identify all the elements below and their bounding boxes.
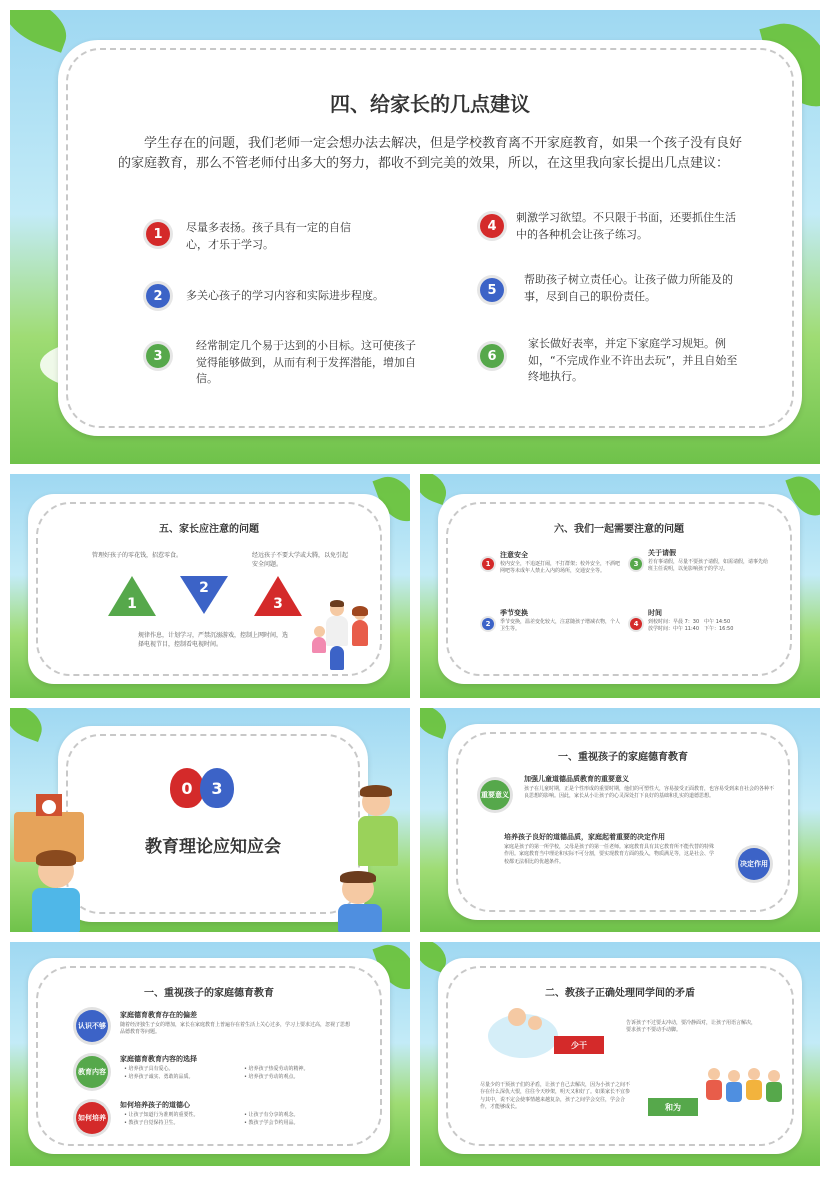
number-badge-1: 1: [146, 222, 170, 246]
slide-title: 六、我们一起需要注意的问题: [554, 524, 684, 535]
number-badge-4: 4: [480, 214, 504, 238]
slide-5[interactable]: [420, 708, 820, 932]
slide-4[interactable]: [10, 708, 410, 932]
bullet-item: • 让孩子有分享的观念。: [244, 1112, 354, 1119]
item-heading-1: 注意安全: [500, 551, 528, 559]
boy-illustration-left: [28, 854, 88, 932]
number-badge-3: 3: [630, 558, 642, 570]
leaf-decoration: [420, 708, 451, 739]
slide-title: 五、家长应注意的问题: [159, 524, 259, 535]
item-heading-4: 时间: [648, 609, 662, 617]
slide-title: 四、给家长的几点建议: [330, 92, 530, 116]
balloon-blue: 3: [200, 768, 234, 808]
bullet-item: • 培养孩子诚实、勇敢的品质。: [124, 1074, 234, 1081]
tag-less-interference: [554, 1036, 604, 1054]
kids-on-cloud-illustration: [488, 1014, 558, 1058]
item-heading-2: 季节变换: [500, 609, 528, 617]
badge-section-1: 认识不够: [76, 1010, 108, 1042]
number-badge-2: 2: [146, 284, 170, 308]
heading-decisive-role: 培养孩子良好的道德品质，家庭起着重要的决定作用: [504, 833, 665, 841]
suggestion-1: 尽量多表扬。孩子具有一定的自信心，才乐于学习。: [186, 221, 351, 251]
number-badge-5: 5: [480, 278, 504, 302]
slide-6[interactable]: [10, 942, 410, 1166]
bullet-item: • 让孩子知道行为准则的重要性。: [124, 1112, 234, 1119]
number-badge-4: 4: [630, 618, 642, 630]
suggestion-6: 家长做好表率，并定下家庭学习规矩。例如，“不完成作业不许出去玩”，并且自始至终地执行。: [528, 337, 738, 383]
content-card: [438, 958, 802, 1154]
badge-section-3: 如何培养: [76, 1102, 108, 1134]
family-illustration: [310, 602, 380, 672]
section-heading-2: 家庭德育教育内容的选择: [120, 1055, 197, 1063]
triangle-label-3: 3: [273, 596, 283, 612]
section-text-1: 随着经济独生子女的增加，家长在家庭教育上普遍存在着生活上关心过多，学习上要求过高，忽视了思想品德教育等问题。: [120, 1022, 351, 1036]
bullet-item: • 教孩子自觉保持卫生。: [124, 1120, 234, 1127]
content-card: [438, 494, 800, 684]
note-top-right: 经远孩子不要大学或大腾，以免引起安全问题。: [252, 552, 349, 568]
triangle-label-2: 2: [199, 580, 209, 596]
children-group-illustration: [708, 1068, 788, 1114]
text-less-interference: 告诉孩子不过要太冲动，要冷静面对，让孩子用语言解决，要求孩子不要动手动脚。: [626, 1020, 757, 1034]
suggestion-4: 刺激学习欲望。不只限于书面，还要抓住生活中的各种机会让孩子练习。: [516, 211, 736, 241]
content-card: [58, 726, 368, 922]
number-badge-1: 1: [482, 558, 494, 570]
leaf-decoration: [10, 708, 48, 742]
number-badge-3: 3: [146, 344, 170, 368]
suggestion-2: 多关心孩子的学习内容和实际进步程度。: [186, 289, 384, 302]
section-heading-3: 如何培养孩子的道德心: [120, 1101, 190, 1109]
item-text-3: 若有事请假，尽量不要孩子请假，如需请假，请事先给班主任说明，以免影响孩子的学习。: [648, 559, 769, 573]
text-harmony: 尽量少的干预孩子们的矛盾，让孩子自己去解决，因为小孩子之间不存在什么深仇大恨，往往今天吵架，明天又和好了。如果家长不宜参与其中，说不定会使事情越来越复杂，孩子之间学会交往，学会合作，才能够成长。: [480, 1082, 631, 1110]
text-importance: 孩子在儿童时期，正是个性形成的重要时期，他们的可塑性大，容易接受正面教育，也容易受到来自社会的各种不良思想的影响。因此，家长从小让孩子的心灵深处打下良好的基础和扎实的道德思想。: [524, 786, 775, 800]
content-card: [448, 724, 798, 920]
content-card: [58, 40, 802, 436]
slide-3[interactable]: [420, 474, 820, 698]
bullet-item: • 培养孩子具有爱心。: [124, 1066, 234, 1073]
slide-7[interactable]: [420, 942, 820, 1166]
slide-title: 一、重视孩子的家庭德育教育: [558, 752, 688, 763]
tag-label: 和为: [665, 1102, 681, 1112]
slide-1[interactable]: [10, 10, 820, 464]
slide-2[interactable]: [10, 474, 410, 698]
slide-title: 二、教孩子正确处理同学间的矛盾: [545, 988, 695, 999]
slide-title: 教育理论应知应会: [145, 837, 281, 857]
content-card: [28, 958, 390, 1154]
content-card: [28, 494, 390, 684]
suggestion-5: 帮助孩子树立责任心。让孩子做力所能及的事，尽到自己的职份责任。: [524, 273, 733, 303]
item-text-2: 季节变换，温差变化较大，注意随孩子增减衣物，个人卫生等。: [500, 619, 621, 633]
badge-decisive-role: 决定作用: [738, 848, 770, 880]
item-text-4: 到校时间：早晨 7：30 中午 14:50 放学时间：中午 11:40 下午：16:50: [648, 619, 734, 633]
number-badge-6: 6: [480, 344, 504, 368]
bullet-item: • 培养孩子热爱劳动的精神。: [244, 1066, 354, 1073]
balloon-red: 0: [170, 768, 204, 808]
item-text-1: 校内安全，不追逐打闹，不打群架；校外安全，不酒吧网吧等未成年人禁止入内的场所，交通安全等。: [500, 561, 621, 575]
number-badge-2: 2: [482, 618, 494, 630]
bullet-item: • 教孩子学会节约用品。: [244, 1120, 354, 1127]
section-heading-1: 家庭德育教育存在的偏差: [120, 1011, 197, 1019]
suggestion-3: 经常制定几个易于达到的小目标。这可使孩子觉得能够做到，从而有利于发挥潜能，增加自信。: [196, 339, 416, 385]
intro-paragraph: 学生存在的问题，我们老师一定会想办法去解决，但是学校教育离不开家庭教育，如果一个孩子没有良好的家庭教育，那么不管老师付出多大的努力，都收不到完美的效果，所以，在这里我向家长提出几点建议：: [118, 136, 743, 171]
boy-illustration-right-bottom: [334, 874, 388, 932]
heading-importance: 加强儿童道德品质教育的重要意义: [524, 775, 629, 783]
tag-harmony: [648, 1098, 698, 1116]
badge-important-meaning: 重要意义: [480, 780, 510, 810]
slide-title: 一、重视孩子的家庭德育教育: [144, 988, 274, 999]
note-top-left: 管理好孩子的零花钱，招惹零食。: [92, 552, 183, 559]
text-decisive-role: 家庭是孩子的第一所学校，父母是孩子的第一任老师。家庭教育具有其它教育所不能代替的特殊作用。家庭教育当中理论和实际不可分割，要实现教育方面的投入，物质满足等，这是社会、学校都无法相比的优越条件。: [504, 844, 715, 865]
boy-illustration-right-top: [354, 788, 410, 878]
tag-label: 少干: [571, 1040, 587, 1050]
badge-section-2: 教育内容: [76, 1056, 108, 1088]
triangle-label-1: 1: [127, 596, 137, 612]
leaf-decoration: [10, 10, 75, 53]
item-heading-3: 关于请假: [648, 549, 676, 557]
bullet-item: • 培养孩子劳动的观点。: [244, 1074, 354, 1081]
note-bottom: 规律作息，计划学习，严禁沉溺游戏，控制上网时间，选择电视节目，控制看电视时间。: [138, 632, 289, 648]
